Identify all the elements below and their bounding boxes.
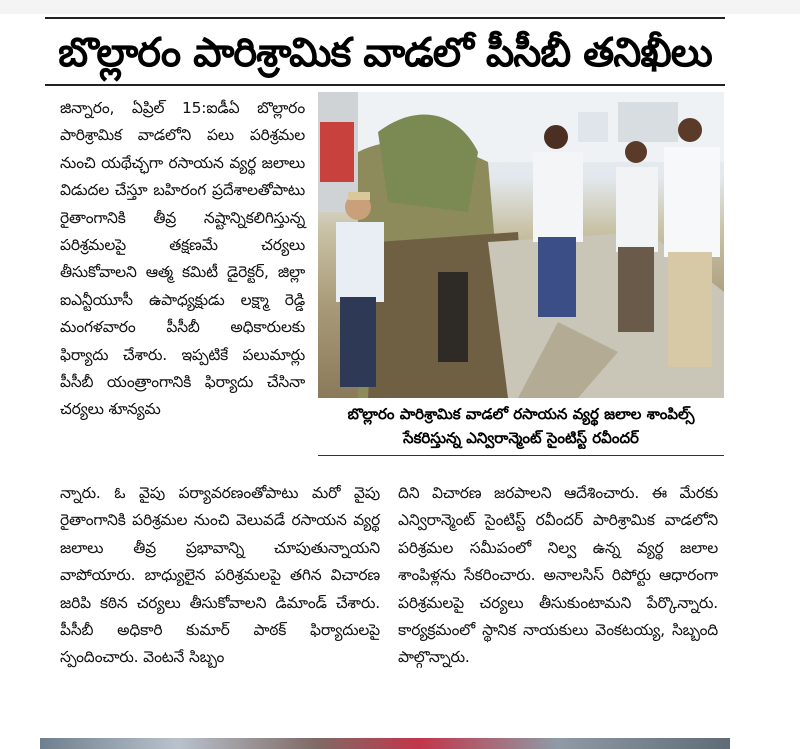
photo-caption: బొల్లారం పారిశ్రామిక వాడలో రసాయన వ్యర్థ జలాల శాంపిల్స్ సేకరిస్తున్న ఎన్విరాన్మెంట్ సైంటిస్ట్ రవీందర్ (347, 405, 695, 447)
article-body-right: దిని విచారణ జరపాలని ఆదేశించారు. ఈ మేరకు ఎన్విరాన్మెంట్ సైంటిస్ట్ రవీందర్ పారిశ్రామిక వాడలోని పరిశ్రమల సమీపంలో నిల్వ ఉన్న వ్యర్థ జలాల శాంపిళ్లను సేకరించారు. అనాలసిస్ రిపోర్టు ఆధారంగా పరిశ్రమలపై చర్యలు తీసుకుంటామని పేర్కొన్నారు. కార్యక్రమంలో స్థానిక నాయకులు వెంకటయ్య, సిబ్బంది పాల్గొన్నారు. (398, 484, 718, 667)
headline-divider (45, 84, 725, 86)
next-article-strip (40, 738, 730, 749)
article-headline: బొల్లారం పారిశ్రామిక వాడలో పీసీబీ తనిఖీలు (58, 30, 712, 76)
article-body-left-top: జిన్నారం, ఏప్రిల్ 15:ఐడీఏ బొల్లారం పారిశ్రామిక వాడలోని పలు పరిశ్రమల నుంచి యథేచ్ఛగా రసాయన వ్యర్థ జలాలు విడుదల చేస్తూ బహిరంగ ప్రదేశాలతోపాటు రైతాంగానికి తీవ్ర నష్టాన్నికలిగిస్తున్న పరిశ్రమలపై తక్షణమే చర్యలు తీసుకోవాలని ఆత్మ కమిటీ డైరెక్టర్, జిల్లా ఐఎన్టీయూసీ ఉపాధ్యక్షుడు లక్ష్మా రెడ్డి మంగళవారం పీసీబీ అధికారులకు ఫిర్యాదు చేశారు. ఇప్పటికే పలుమార్లు పీసీబీ యంత్రాంగానికి ఫిర్యాదు చేసినా చర్యలు శూన్యమ (60, 99, 305, 419)
article-body-left-bottom: న్నారు. ఓ వైపు పర్యావరణంతోపాటు మరో వైపు రైతాంగానికి పరిశ్రమల నుంచి వెలువడే రసాయన వ్యర్థ జలాలు తీవ్ర ప్రభావాన్ని చూపుతున్నాయని వాపోయారు. బాధ్యులైన పరిశ్రమలపై తగిన విచారణ జరిపి కఠిన చర్యలు తీసుకోవాలని డిమాండ్ చేశారు. పీసీబీ అధికారి కుమార్ పాఠక్ ఫిర్యాదులపై స్పందించారు. వెంటనే సిబ్బం (60, 484, 380, 667)
top-divider (45, 17, 725, 19)
news-photo (318, 92, 724, 398)
previous-article-strip (0, 0, 800, 14)
caption-divider (318, 455, 724, 456)
news-photo-illustration (318, 92, 724, 398)
